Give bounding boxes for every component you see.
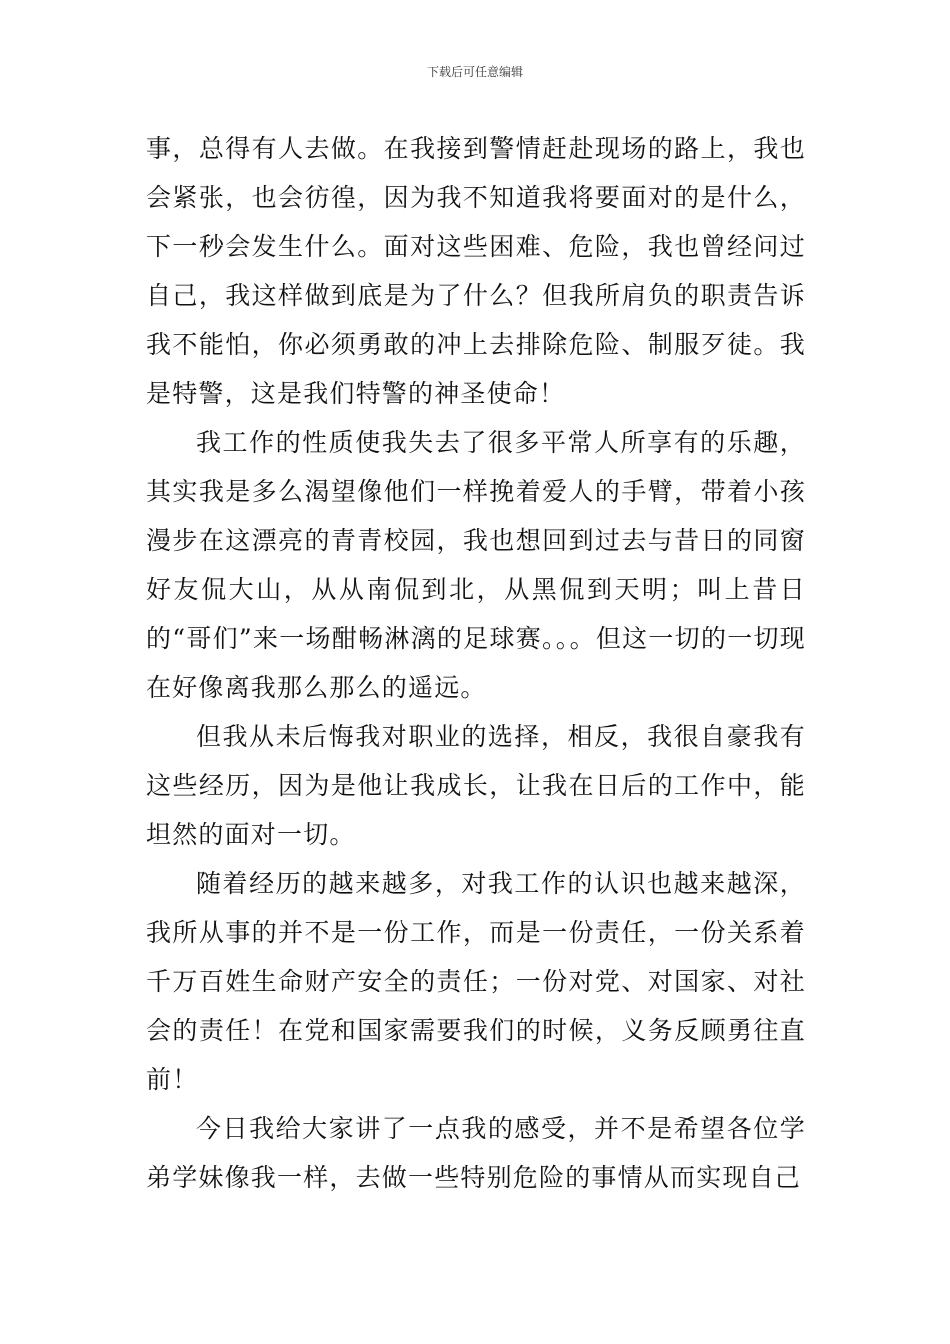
paragraph-1: 事，总得有人去做。在我接到警情赶赴现场的路上，我也会紧张，也会彷徨，因为我不知道我将要面对的是什么，下一秒会发生什么。面对这些困难、危险，我也曾经问过自己，我这样做到底是为了什么？但我所肩负的职责告诉我不能怕，你必须勇敢的冲上去排除危险、制服歹徒。我是特警，这是我们特警的神圣使命！ bbox=[146, 134, 806, 408]
document-body bbox=[146, 124, 806, 1202]
paragraph-5: 今日我给大家讲了一点我的感受，并不是希望各位学弟学妹像我一样，去做一些特别危险的事情从而实现自己 bbox=[146, 1114, 806, 1192]
paragraph-2: 我工作的性质使我失去了很多平常人所享有的乐趣，其实我是多么渴望像他们一样挽着爱人的手臂，带着小孩漫步在这漂亮的青青校园，我也想回到过去与昔日的同窗好友侃大山，从从南侃到北，从黑侃到天明；叫上昔日的“哥们”来一场酣畅淋漓的足球赛。。。但这一切的一切现在好像离我那么那么的遥远。 bbox=[146, 428, 806, 702]
page-header: 下载后可任意编辑 bbox=[426, 65, 523, 79]
paragraph-4: 随着经历的越来越多，对我工作的认识也越来越深，我所从事的并不是一份工作，而是一份责任，一份关系着千万百姓生命财产安全的责任；一份对党、对国家、对社会的责任！在党和国家需要我们的时候，义务反顾勇往直前！ bbox=[146, 869, 806, 1094]
paragraph-3: 但我从未后悔我对职业的选择，相反，我很自豪我有这些经历，因为是他让我成长，让我在日后的工作中，能坦然的面对一切。 bbox=[146, 722, 806, 849]
